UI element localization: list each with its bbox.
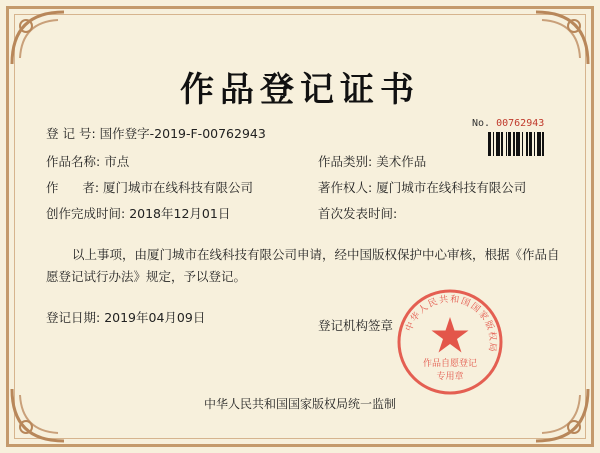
registration-number-value: 国作登字-2019-F-00762943: [99, 126, 266, 141]
completion-date-label: 创作完成时间:: [46, 206, 126, 221]
official-seal: [395, 287, 505, 397]
copyright-owner-label: 著作权人:: [318, 180, 373, 195]
author-value: 厦门城市在线科技有限公司: [103, 180, 254, 195]
registration-number: [46, 124, 266, 142]
registration-statement: 以上事项，由厦门城市在线科技有限公司申请，经中国版权保护中心审核，根据《作品自愿登记试行办法》规定，予以登记。: [46, 247, 560, 284]
seal-ring-text: 中华人民共和国国家版权局: [404, 294, 498, 354]
registration-date-label: 登记日期:: [46, 310, 101, 325]
barcode: [488, 132, 560, 156]
completion-date-value: 2018年12月01日: [129, 206, 231, 221]
copyright-owner-value: 厦门城市在线科技有限公司: [376, 180, 527, 195]
registration-number-label: 登 记 号:: [46, 126, 96, 141]
first-publication-date: [318, 204, 397, 222]
corner-ornament-top-right: [532, 8, 592, 68]
serial-number: [472, 118, 544, 129]
work-category-value: 美术作品: [376, 154, 427, 169]
work-name: [46, 152, 129, 170]
serial-value: 00762943: [496, 118, 545, 129]
registration-date-value: 2019年04月09日: [104, 310, 206, 325]
serial-prefix: No.: [472, 118, 491, 129]
seal-line1: 作品自愿登记: [422, 359, 478, 369]
corner-ornament-bottom-right: [532, 385, 592, 445]
seal-line2: 专用章: [436, 372, 464, 382]
corner-ornament-bottom-left: [8, 385, 68, 445]
work-name-value: 市点: [104, 154, 130, 169]
registration-date: [46, 308, 205, 326]
author: [46, 178, 253, 196]
seal-star-icon: [432, 317, 469, 353]
first-publication-label: 首次发表时间:: [318, 206, 398, 221]
work-category-label: 作品类别:: [318, 154, 373, 169]
seal-label: 登记机构签章: [318, 318, 394, 333]
footer-issuer: 中华人民共和国国家版权局统一监制: [203, 397, 396, 411]
copyright-owner: [318, 178, 526, 196]
corner-ornament-top-left: [8, 8, 68, 68]
completion-date: [46, 204, 230, 222]
work-name-label: 作品名称:: [46, 154, 101, 169]
work-category: [318, 152, 426, 170]
certificate-title: 作品登记证书: [180, 70, 420, 110]
author-label: 作 者:: [46, 180, 100, 195]
